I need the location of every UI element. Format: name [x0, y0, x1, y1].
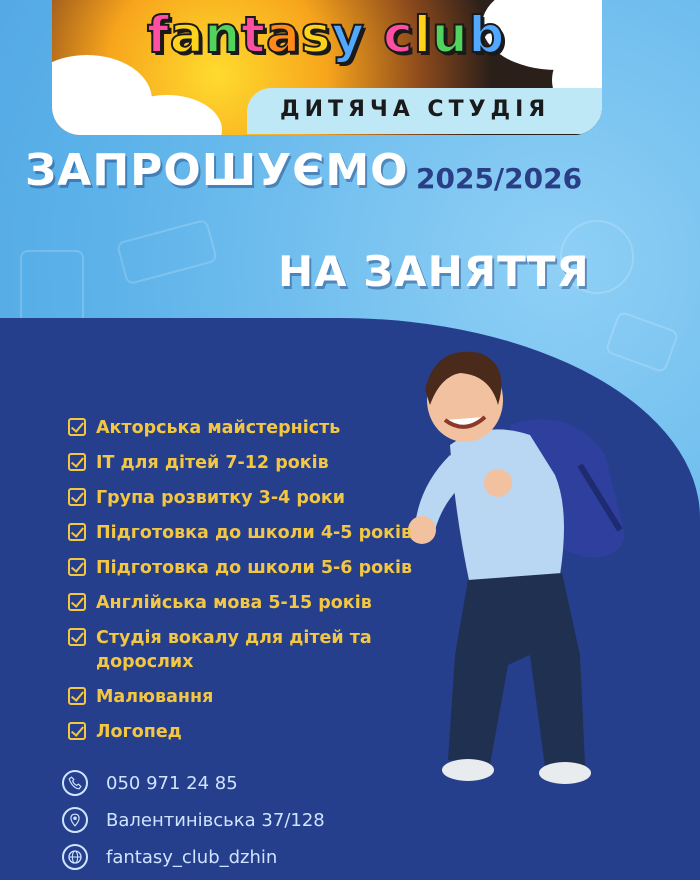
logo-letter: u [431, 6, 469, 64]
studio-logo [52, 0, 602, 135]
checkbox-icon [68, 488, 86, 506]
logo-letter: b [468, 6, 506, 64]
logo-letter: y [331, 6, 366, 64]
phone-icon [62, 770, 88, 796]
academic-year: 2025/2026 [416, 162, 583, 195]
class-list-item [68, 451, 468, 475]
instagram-handle: fantasy_club_dzhin [106, 846, 278, 868]
globe-icon [62, 844, 88, 870]
checkbox-icon [68, 453, 86, 471]
checkbox-icon [68, 523, 86, 541]
class-list-item [68, 626, 468, 674]
logo-letter: l [413, 6, 432, 64]
checkbox-icon [68, 687, 86, 705]
logo-letter: f [147, 6, 170, 64]
contact-address [62, 807, 325, 833]
contact-instagram [62, 844, 277, 870]
page-subtitle: НА ЗАНЯТТЯ [278, 247, 590, 296]
checkbox-icon [68, 593, 86, 611]
logo-letter: c [383, 6, 414, 64]
class-list-item [68, 521, 468, 545]
class-list [68, 416, 468, 755]
logo-subtitle: ДИТЯЧА СТУДІЯ [280, 97, 551, 122]
class-list-item [68, 720, 468, 744]
logo-letter: n [204, 6, 242, 64]
logo-wordmark [147, 6, 506, 64]
class-list-item [68, 685, 468, 709]
class-name: Група розвитку 3-4 роки [96, 488, 346, 508]
class-list-item [68, 486, 468, 510]
logo-letter: t [241, 6, 267, 64]
contact-phone [62, 770, 238, 796]
checkbox-icon [68, 628, 86, 646]
class-name: Підготовка до школи 5-6 років [96, 558, 413, 578]
checkbox-icon [68, 558, 86, 576]
location-pin-icon [62, 807, 88, 833]
class-name: ІТ для дітей 7-12 років [96, 453, 329, 473]
class-list-item [68, 416, 468, 440]
class-list-item [68, 591, 468, 615]
page-title: ЗАПРОШУЄМО [25, 145, 409, 196]
logo-letter: a [266, 6, 301, 64]
checkbox-icon [68, 722, 86, 740]
class-name: Студія вокалу для дітей та дорослих [96, 628, 372, 672]
class-name: Акторська майстерність [96, 418, 341, 438]
checkbox-icon [68, 418, 86, 436]
logo-letter: a [169, 6, 205, 64]
phone-number: 050 971 24 85 [106, 772, 238, 794]
logo-letter: s [300, 6, 332, 64]
class-list-item [68, 556, 468, 580]
class-name: Малювання [96, 687, 214, 707]
class-name: Логопед [96, 722, 182, 742]
address-text: Валентинівська 37/128 [106, 809, 325, 831]
class-name: Підготовка до школи 4-5 років [96, 523, 413, 543]
class-name: Англійська мова 5-15 років [96, 593, 372, 613]
